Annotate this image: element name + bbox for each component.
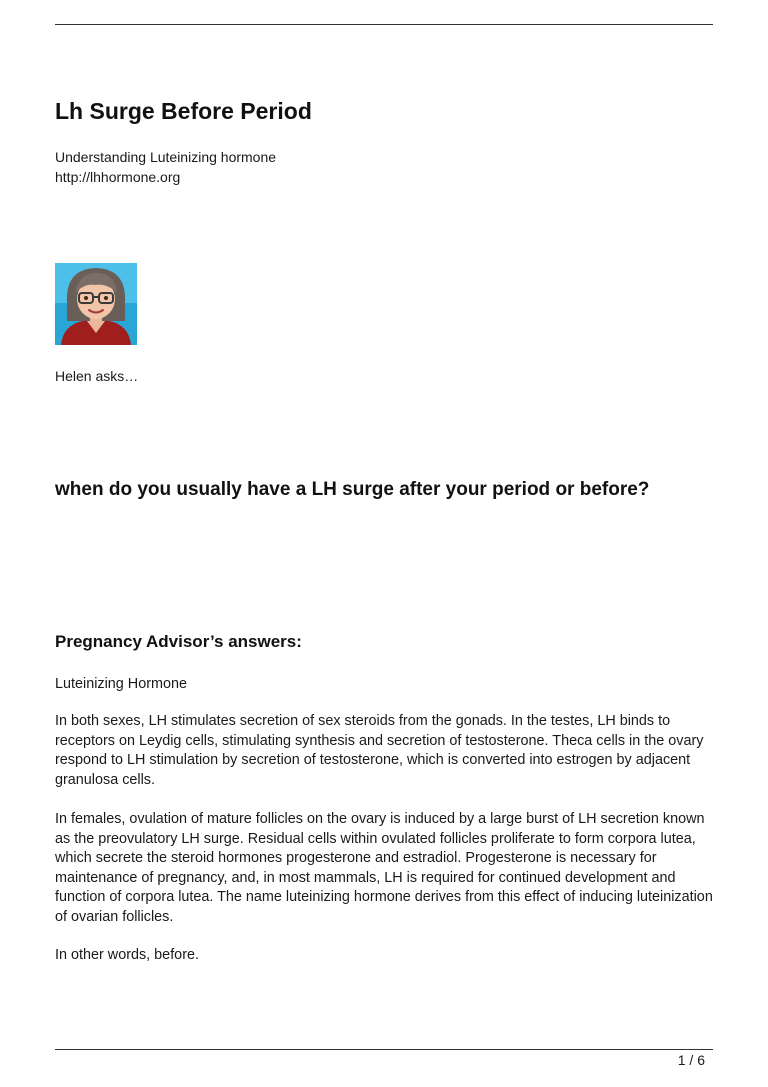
page-title: Lh Surge Before Period	[55, 98, 312, 124]
page-number: 1 / 6	[677, 1052, 705, 1068]
answers-heading: Pregnancy Advisor’s answers:	[55, 632, 302, 651]
answer-paragraph: Luteinizing Hormone	[55, 676, 187, 692]
header-rule	[55, 24, 713, 25]
cartoon-woman-with-glasses-avatar-icon	[55, 263, 137, 345]
question-heading: when do you usually have a LH surge after your period or before?	[55, 479, 650, 500]
footer-rule	[55, 1049, 713, 1050]
answer-paragraph: In females, ovulation of mature follicles on the ovary is induced by a large burst of LH secretion known as the preovulatory LH surge. Residual cells within ovulated follicles proliferate to form corpora lutea, which secrete the steroid hormones progesterone and estradiol. Progesterone is necessary for maintenance of pregnancy, and, in most mammals, LH is required for continued development and function of corpora lutea. The name luteinizing hormone derives from this effect of inducing luteinization of ovarian follicles.	[55, 811, 713, 925]
asker-label: Helen asks…	[55, 368, 139, 384]
site-url: http://lhhormone.org	[55, 169, 181, 185]
site-subtitle: Understanding Luteinizing hormone	[55, 149, 277, 165]
answer-paragraph: In other words, before.	[55, 947, 199, 963]
avatar	[55, 263, 137, 345]
answer-paragraph: In both sexes, LH stimulates secretion of sex steroids from the gonads. In the testes, LH binds to receptors on Leydig cells, stimulating synthesis and secretion of testosterone. Theca cells in the ovary respond to LH stimulation by secretion of testosterone, which is converted into estrogen by adjacent granulosa cells.	[55, 713, 704, 788]
